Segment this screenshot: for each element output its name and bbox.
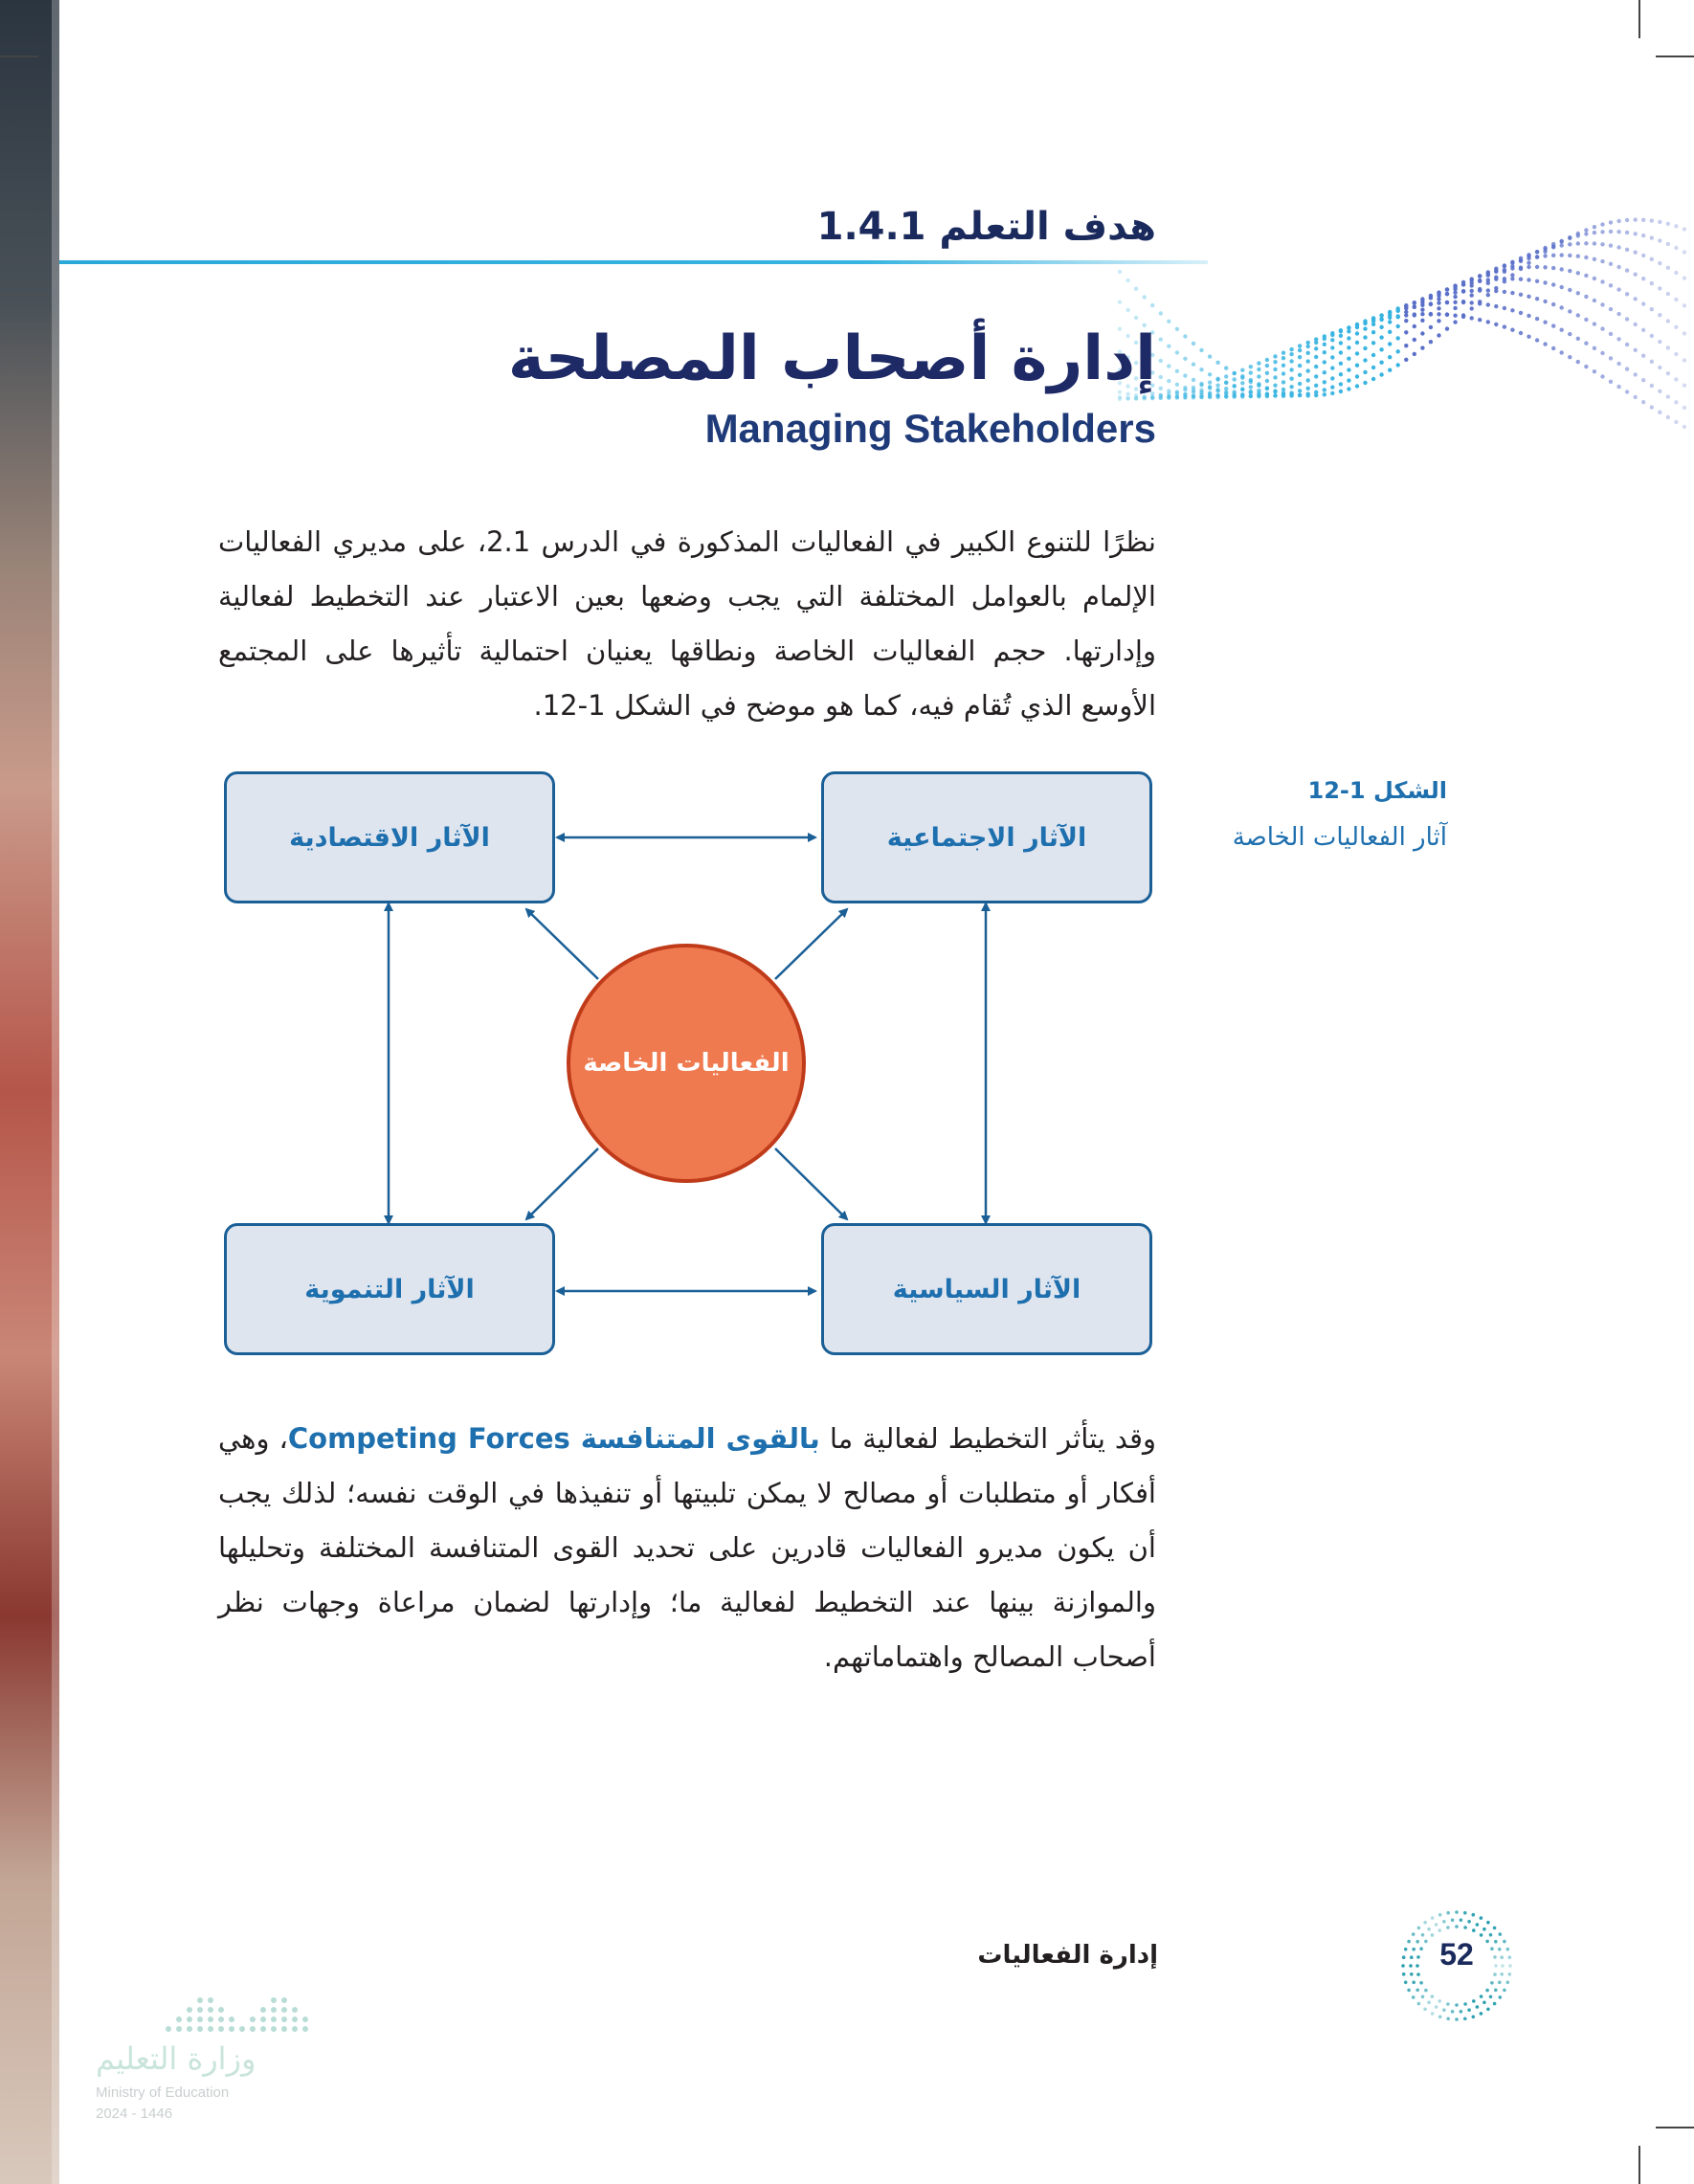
- page-title-english: Managing Stakeholders: [704, 406, 1156, 451]
- footer-book-title: إدارة الفعاليات: [977, 1941, 1158, 1970]
- figure-number: الشكل 1-12: [1307, 777, 1447, 804]
- box-social-impacts: الآثار الاجتماعية: [821, 771, 1152, 903]
- box-economic-impacts: الآثار الاقتصادية: [224, 771, 555, 903]
- competing-forces-term: بالقوى المتنافسة Competing Forces: [287, 1422, 820, 1455]
- header-rule: [59, 260, 1208, 264]
- decorative-wave-graphic: [1101, 124, 1694, 488]
- special-events-impacts-diagram: [220, 766, 1158, 1359]
- ministry-name-english: Ministry of Education: [96, 2084, 230, 2101]
- page-title-arabic: إدارة أصحاب المصلحة: [507, 323, 1156, 394]
- left-decorative-strip: [0, 0, 59, 2184]
- learning-objective-label: هدف التعلم 1.4.1: [816, 205, 1156, 249]
- crop-mark-bottom-right-v: [1638, 2146, 1640, 2184]
- ministry-logo-dots: [163, 1991, 316, 2035]
- paragraph2-start: وقد يتأثر التخطيط لفعالية ما: [819, 1422, 1156, 1455]
- crop-mark-top-right-v: [1638, 0, 1640, 38]
- arrow-center-political: [775, 1148, 847, 1219]
- arrow-center-developmental: [526, 1148, 598, 1219]
- arrow-center-economic: [526, 909, 598, 979]
- crop-mark-top-right: [1656, 56, 1694, 57]
- paragraph2-end: ، وهي أفكار أو متطلبات أو مصالح لا يمكن تلبيتها أو تنفيذها في الوقت نفسه؛ لذلك يجب أن يكون مديرو الفعاليات قادرين على تحديد القوى المتنافسة المختلفة وتحليلها والموازنة بينها عند التخطيط لفعالية ما؛ وإدارتها لضمان مراعاة وجهات نظر أصحاب المصالح واهتماماتهم.: [218, 1422, 1156, 1673]
- ministry-year: 2024 - 1446: [96, 2106, 173, 2122]
- crop-mark-top-left: [0, 56, 38, 57]
- intro-paragraph: نظرًا للتنوع الكبير في الفعاليات المذكورة في الدرس 2.1، على مديري الفعاليات الإلمام بالعوامل المختلفة التي يجب وضعها بعين الاعتبار عند التخطيط لفعالية وإدارتها. حجم الفعاليات الخاصة ونطاقها يعنيان احتمالية تأثيرها على المجتمع الأوسع الذي تُقام فيه، كما هو موضح في الشكل 1-12.: [218, 525, 1156, 722]
- arrow-center-social: [775, 909, 847, 979]
- box-political-impacts: الآثار السياسية: [821, 1223, 1152, 1355]
- ministry-name-arabic: وزارة التعليم: [96, 2040, 256, 2077]
- box-developmental-impacts: الآثار التنموية: [224, 1223, 555, 1355]
- center-special-events: الفعاليات الخاصة: [567, 944, 806, 1183]
- competing-forces-paragraph: [218, 1412, 1156, 1684]
- page-number: 52: [1439, 1937, 1474, 1972]
- crop-mark-bottom-right: [1656, 2127, 1694, 2128]
- figure-caption: آثار الفعاليات الخاصة: [1232, 823, 1447, 852]
